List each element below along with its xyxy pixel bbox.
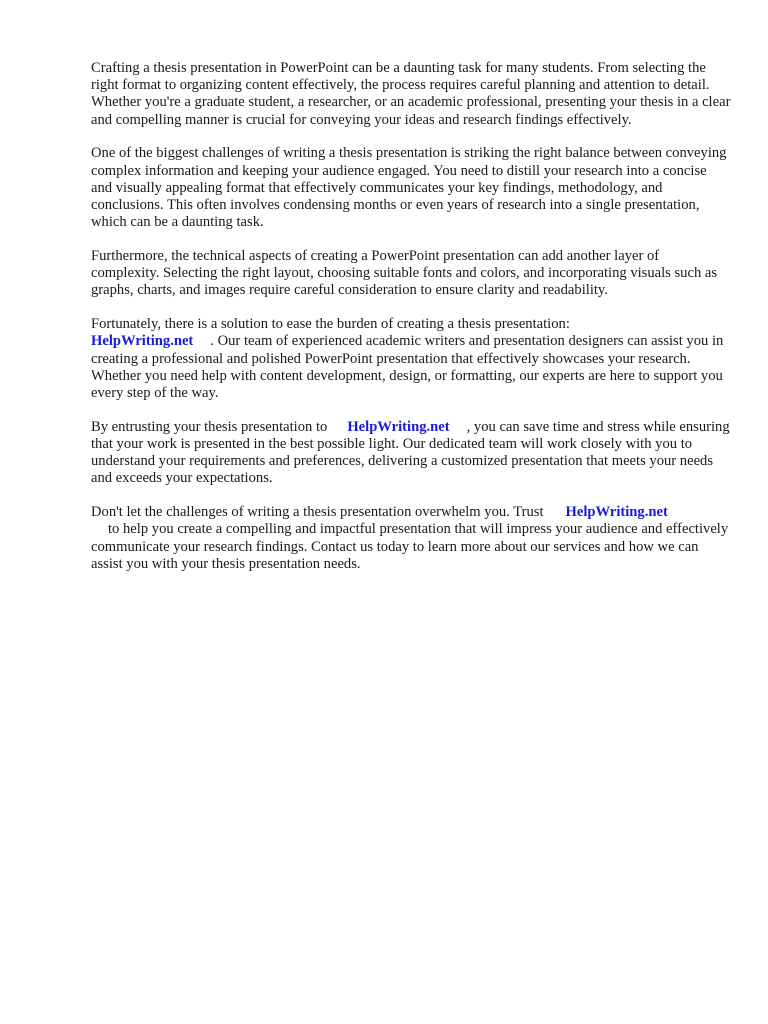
paragraph-closing-rest: to help you create a compelling and impactful presentation that will impress your audience and effectively communicate your research findings. Contact us today to learn more about our services and how we can assist you with your thesis presentation needs.	[91, 521, 729, 572]
paragraph-solution-rest: . Our team of experienced academic writers and presentation designers can assist you in creating a professional and polished PowerPoint presentation that effectively showcases your research. Whether you need help with content development, design, or formatting, our experts are here to support you every step of the way.	[91, 333, 724, 402]
paragraph-closing-lead: Don't let the challenges of writing a thesis presentation overwhelm you. Trust	[91, 504, 544, 521]
paragraph-challenges: One of the biggest challenges of writing a thesis presentation is striking the right balance between conveying complex information and keeping your audience engaged. You need to distill your research into a concise and visually appealing format that effectively communicates your key findings, methodology, and conclusions. This often involves condensing months or even years of research into a single presentation, which can be a daunting task.	[91, 145, 727, 231]
paragraph-entrusting-rest: , you can save time and stress while ensuring that your work is presented in the best possible light. Our dedicated team will work closely with you to understand your requirements and preferences, delivering a customized presentation that meets your needs and exceeds your expectations.	[91, 418, 730, 487]
helpwriting-link-1[interactable]: HelpWriting.net	[91, 333, 194, 350]
paragraph-closing	[91, 504, 731, 573]
document-body	[91, 60, 731, 590]
paragraph-entrusting	[91, 419, 731, 488]
paragraph-technical: Furthermore, the technical aspects of creating a PowerPoint presentation can add another layer of complexity. Selecting the right layout, choosing suitable fonts and colors, and incorporating visuals such as graphs, charts, and images require careful consideration to ensure clarity and readability.	[91, 248, 718, 299]
paragraph-intro: Crafting a thesis presentation in PowerPoint can be a daunting task for many students. From selecting the right format to organizing content effectively, the process requires careful planning and attention to detail. Whether you're a graduate student, a researcher, or an academic professional, presenting your thesis in a clear and compelling manner is crucial for conveying your ideas and research findings effectively.	[91, 60, 731, 128]
paragraph-entrusting-lead: By entrusting your thesis presentation to	[91, 418, 328, 435]
helpwriting-link-2[interactable]: HelpWriting.net	[347, 418, 450, 435]
helpwriting-link-3[interactable]: HelpWriting.net	[565, 504, 668, 521]
paragraph-solution	[91, 316, 731, 402]
paragraph-solution-lead: Fortunately, there is a solution to ease the burden of creating a thesis presentation:	[91, 316, 570, 333]
